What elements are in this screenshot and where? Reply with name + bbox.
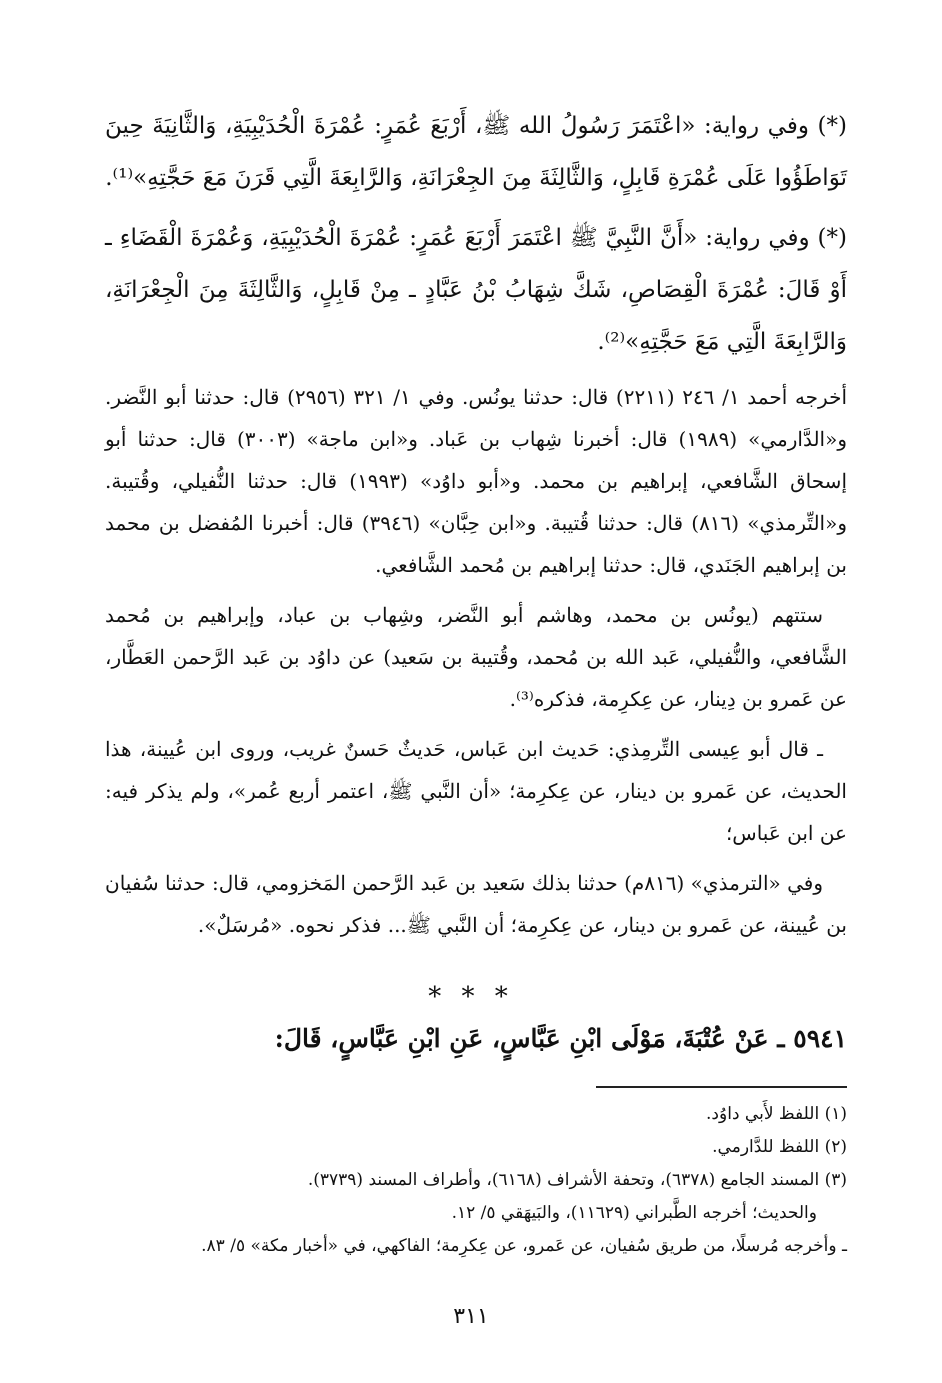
page-number: ٣١١ bbox=[453, 1304, 489, 1329]
tirmidhi-comment-paragraph: ـ قال أبو عِيسى التِّرمِذي: حَديث ابن عَباس، حَديثٌ حَسنٌ غريب، وروى ابن عُيينة، هذا الحديث، عن عَمرو بن دينار، عن عِكرِمة؛ «أن النَّبي ﷺ، اعتمر أربع عُمر»، ولم يذكر فيه: عن ابن عَباس؛ bbox=[105, 737, 847, 845]
hadith-variant-paragraph: (*) وفي رواية: «اعْتَمَرَ رَسُولُ الله ﷺ، أَرْبَعَ عُمَرٍ: عُمْرَةَ الْحُدَيْبِيَةِ، وَالثَّانِيَةَ حِينَ تَوَاطَؤُوا عَلَى عُمْرَةِ قَابِلٍ، وَالثَّالِثَةَ مِنَ الجِعْرَانَةِ، وَالرَّابِعَةَ الَّتِي قَرَنَ مَعَ حَجَّتِهِ»⁽¹⁾. bbox=[105, 113, 847, 191]
footnotes bbox=[105, 1098, 847, 1263]
footnote-continuation: ـ وأخرجه مُرسلًا، من طريق سُفيان، عن عَمرو، عن عِكرِمة؛ الفاكهي، في «أخبار مكة» ٥/ ٨٣. bbox=[201, 1236, 847, 1256]
hadith-heading: ٥٩٤١ ـ عَنْ عُتْبَةَ، مَوْلَى ابْنِ عَبَّاسٍ، عَنِ ابْنِ عَبَّاسٍ، قَالَ: bbox=[274, 1024, 847, 1053]
main-text bbox=[105, 100, 847, 954]
isnad-paragraph: ستتهم (يونُس بن محمد، وهاشم أبو النَّضر، وشِهاب بن عباد، وإبراهيم بن مُحمد الشَّافعي، والنُّفيلي، عَبد الله بن مُحمد، وقُتيبة بن سَعيد) عن داوُد بن عَبد الرَّحمن العَطَّار، عن عَمرو بن دِينار، عن عِكرِمة، فذكره⁽³⁾. bbox=[105, 603, 847, 711]
footnote-item: (١) اللفظ لأَبي داوُد. bbox=[706, 1104, 847, 1124]
footnote-item: (٢) اللفظ للدَّارمي. bbox=[712, 1137, 847, 1157]
footnote-divider bbox=[596, 1086, 847, 1088]
takhrij-paragraph: أخرجه أحمد ١/ ٢٤٦ (٢٢١١) قال: حدثنا يونُس. وفي ١/ ٣٢١ (٢٩٥٦) قال: حدثنا أبو النَّضر. و«الدَّارمي» (١٩٨٩) قال: أخبرنا شِهاب بن عَباد. و«ابن ماجة» (٣٠٠٣) قال: حدثنا أبو إسحاق الشَّافعي، إبراهيم بن محمد. و«أبو داوُد» (١٩٩٣) قال: حدثنا النُّفيلي، وقُتيبة. و«التِّرمذي» (٨١٦) قال: حدثنا قُتيبة. و«ابن حِبَّان» (٣٩٤٦) قال: أخبرنا المُفضل بن محمد بن إبراهيم الجَنَدي، قال: حدثنا إبراهيم بن مُحمد الشَّافعي. bbox=[105, 385, 848, 577]
footnote-continuation: والحديث؛ أخرجه الطَّبراني (١١٦٢٩)، والبَيهَقي ٥/ ١٢. bbox=[451, 1203, 817, 1223]
mursal-paragraph: وفي «الترمذي» (٨١٦م) حدثنا بذلك سَعيد بن عَبد الرَّحمن المَخزومي، قال: حدثنا سُفيان بن عُيينة، عن عَمرو بن دينار، عن عِكرِمة؛ أن النَّبي ﷺ... فذكر نحوه. «مُرسَلٌ». bbox=[105, 871, 847, 937]
hadith-variant-paragraph: (*) وفي رواية: «أَنَّ النَّبِيَّ ﷺ اعْتَمَرَ أَرْبَعَ عُمَرٍ: عُمْرَةَ الْحُدَيْبِيَةِ، وَعُمْرَةَ الْقَضَاءِ ـ أَوْ قَالَ: عُمْرَةَ الْقِصَاصِ، شَكَّ شِهَابُ بْنُ عَبَّادٍ ـ مِنْ قَابِلٍ، وَالثَّالِثَةَ مِنَ الْجِعْرَانَةِ، وَالرَّابِعَةَ الَّتِي مَعَ حَجَّتِهِ»⁽²⁾. bbox=[105, 225, 847, 355]
footnote-item: (٣) المسند الجامع (٦٣٧٨)، وتحفة الأشراف (٦١٦٨)، وأطراف المسند (٣٧٣٩). bbox=[307, 1170, 847, 1190]
section-separator: * * * bbox=[428, 982, 514, 1012]
